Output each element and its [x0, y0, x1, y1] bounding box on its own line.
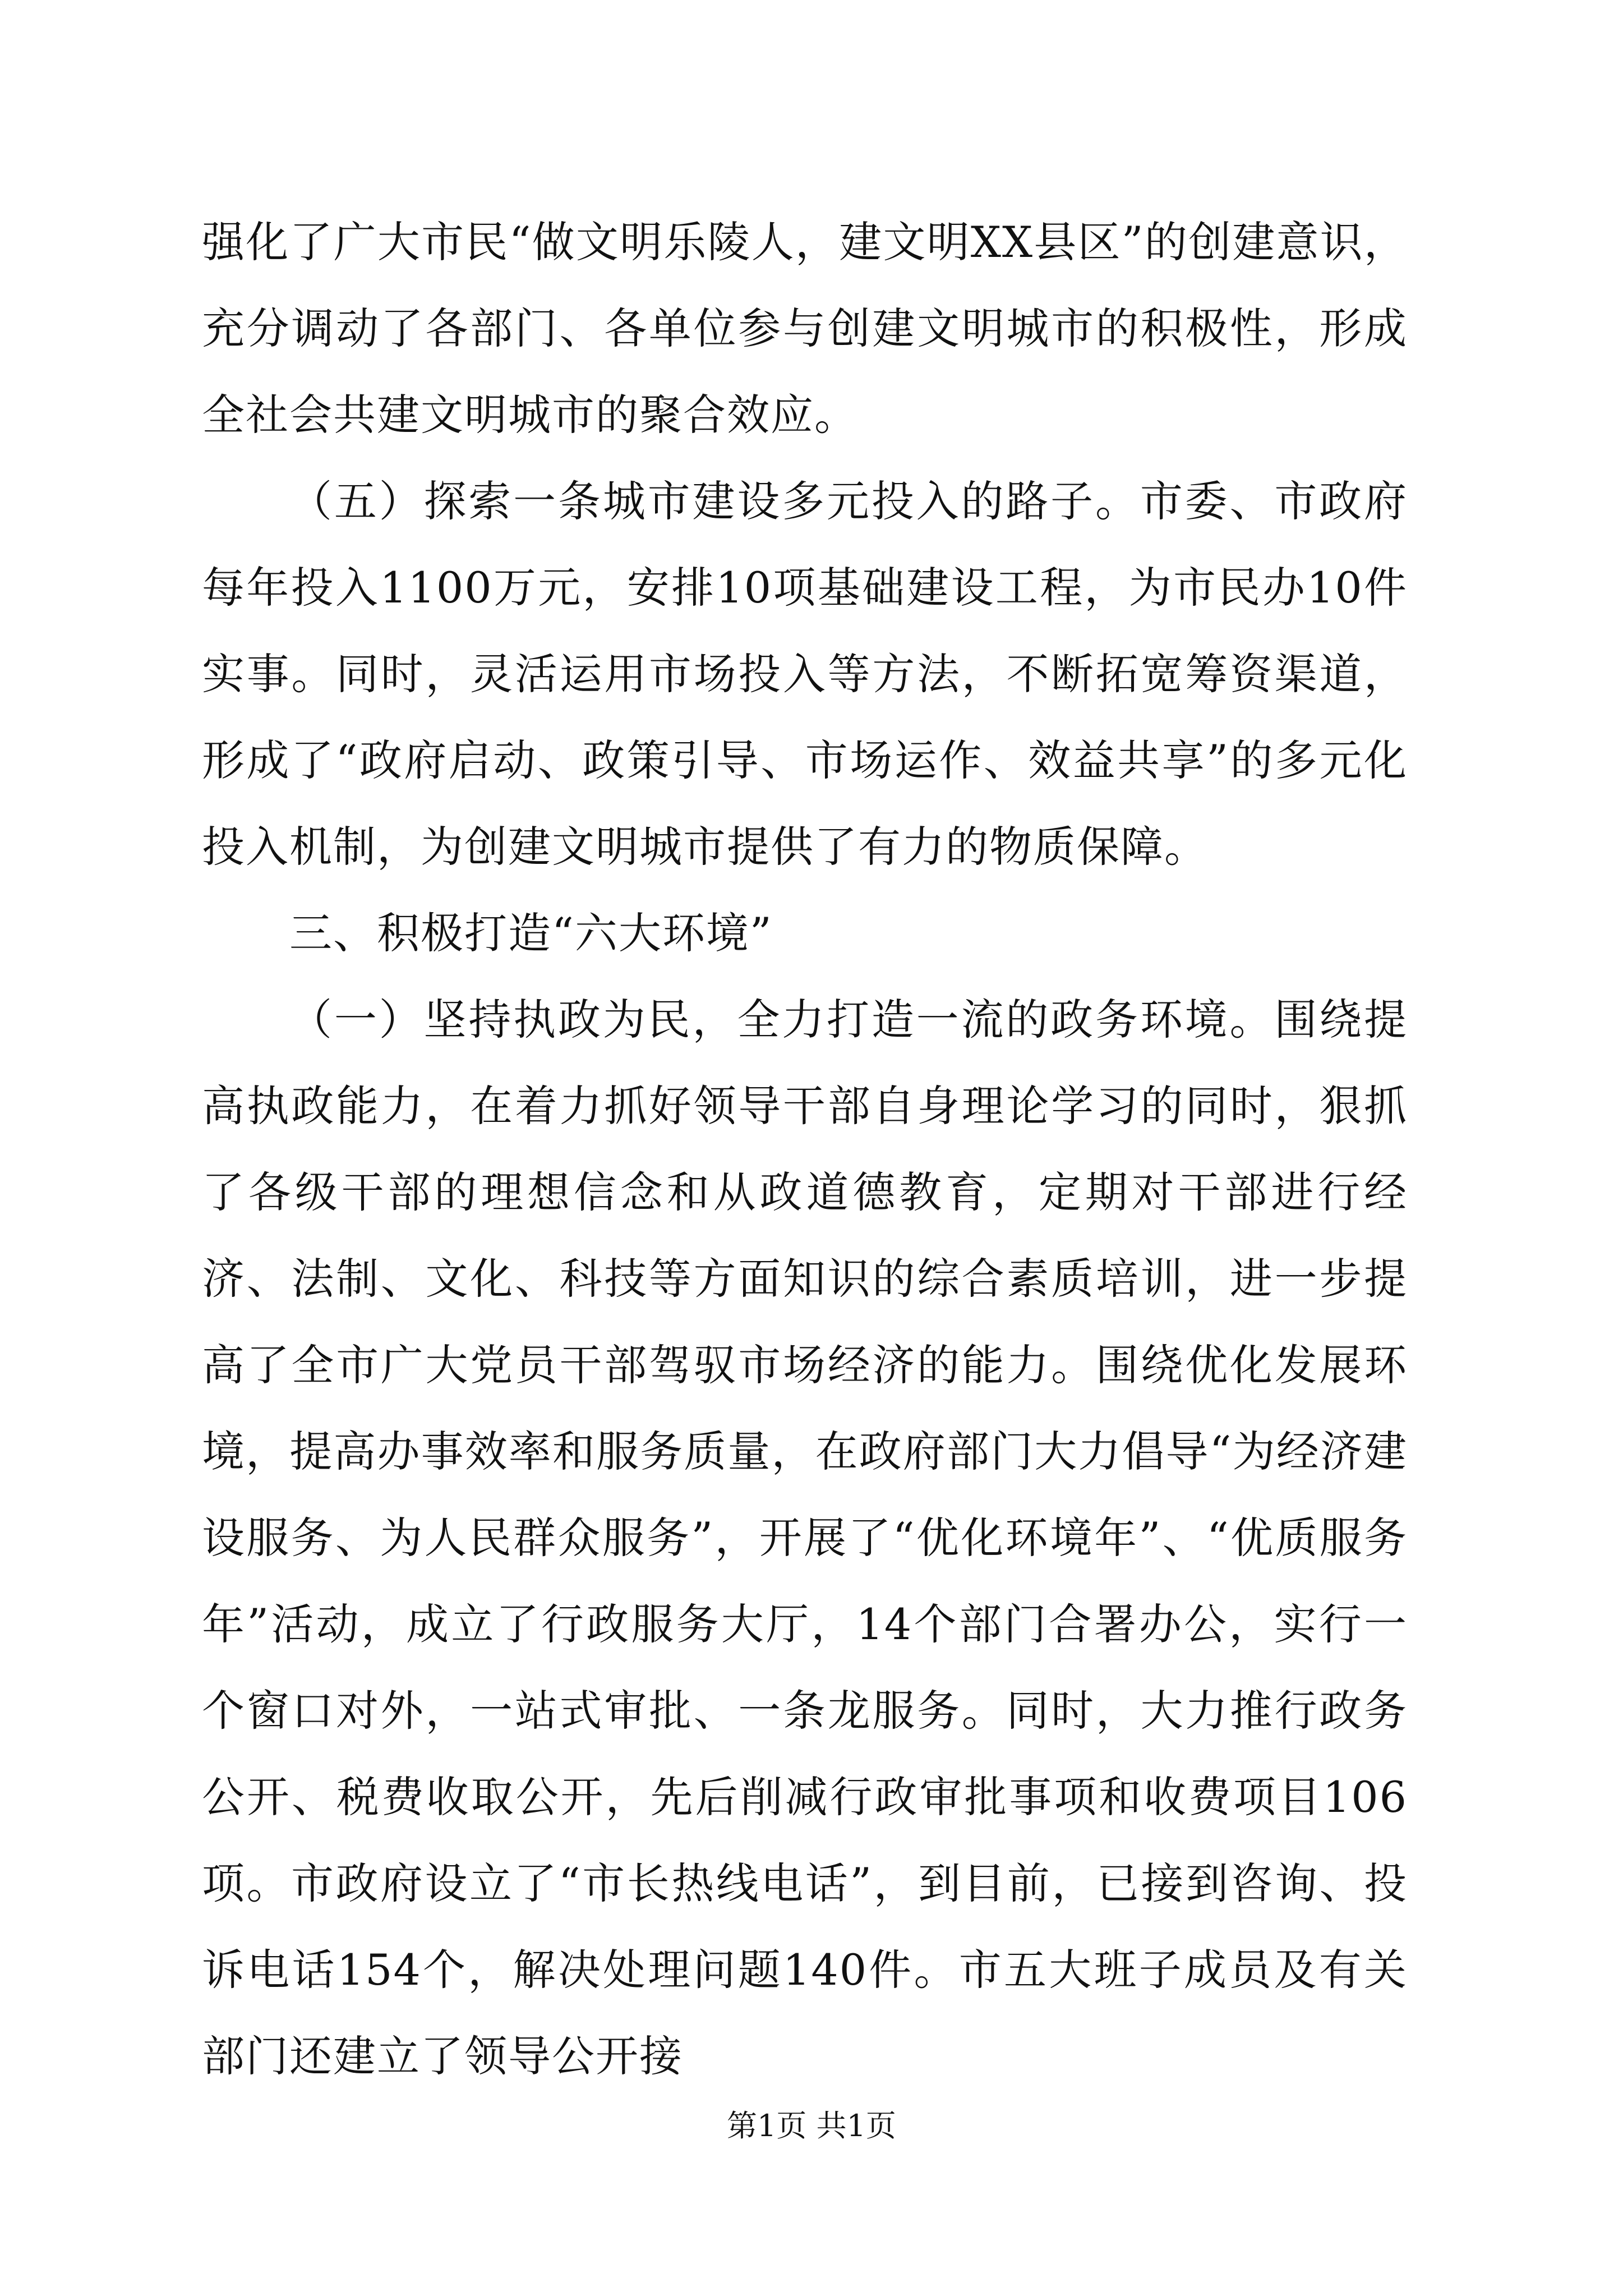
page-footer: 第1页 共1页	[727, 2108, 896, 2143]
section-heading: 三、积极打造“六大环境”	[289, 908, 773, 958]
paragraph-investment: （五）探索一条城市建设多元投入的路子。市委、市政府每年投入1100万元，安排10项基础建设工程，为市民办10件实事。同时，灵活运用市场投入等方法，不断拓宽筹资渠道，形成了“政府启动、政策引导、市场运作、效益共享”的多元化投入机制，为创建文明城市提供了有力的物质保障。	[202, 476, 1408, 872]
paragraph-government-environment: （一）坚持执政为民，全力打造一流的政务环境。围绕提高执政能力，在着力抓好领导干部自身理论学习的同时，狠抓了各级干部的理想信念和从政道德教育，定期对干部进行经济、法制、文化、科技等方面知识的综合素质培训，进一步提高了全市广大党员干部驾驭市场经济的能力。围绕优化发展环境，提高办事效率和服务质量，在政府部门大力倡导“为经济建设服务、为人民群众服务”，开展了“优化环境年”、“优质服务年”活动，成立了行政服务大厅，14个部门合署办公，实行一个窗口对外，一站式审批、一条龙服务。同时，大力推行政务公开、税费收取公开，先后削减行政审批事项和收费项目106项。市政府设立了“市长热线电话”，到目前，已接到咨询、投诉电话154个，解决处理问题140件。市五大班子成员及有关部门还建立了领导公开接	[202, 995, 1408, 2081]
document-body	[202, 199, 1408, 2100]
paragraph-continuation: 强化了广大市民“做文明乐陵人，建文明XX县区”的创建意识，充分调动了各部门、各单位参与创建文明城市的积极性，形成全社会共建文明城市的聚合效应。	[202, 217, 1408, 440]
